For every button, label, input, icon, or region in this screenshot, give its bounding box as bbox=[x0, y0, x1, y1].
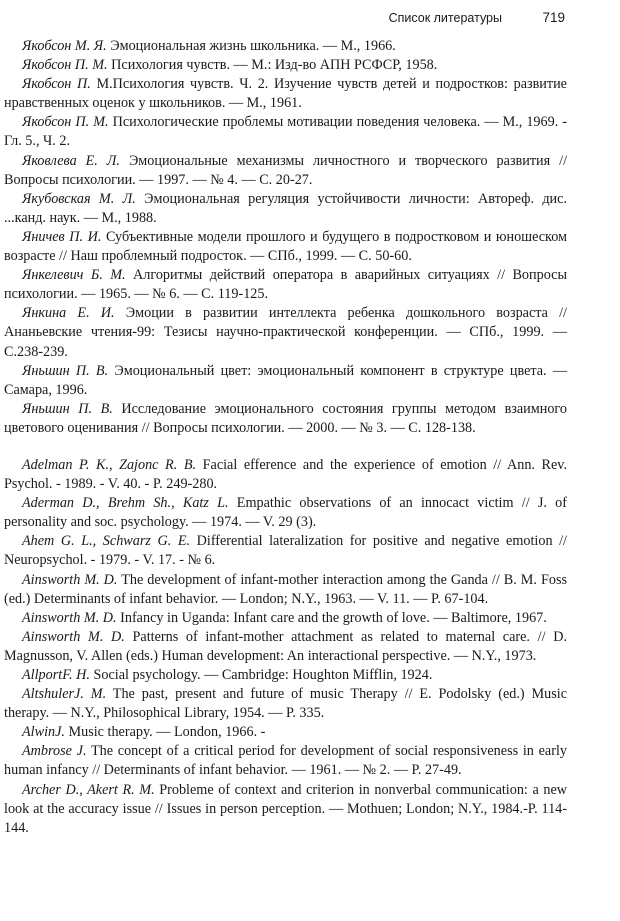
reference-entry bbox=[4, 742, 567, 780]
reference-text: Differential lateralization for positive and negative emotion // Neuropsychol. - 1979. - V. 17. - № 6. bbox=[4, 533, 567, 569]
reference-entry bbox=[4, 628, 567, 666]
reference-entry bbox=[4, 571, 567, 609]
reference-entry bbox=[4, 609, 567, 628]
reference-text: Субъективные модели прошлого и будущего в подростковом и юношеском возрасте // Наш проблемный подросток. — СПб., 1999. — С. 50-60. bbox=[4, 228, 568, 265]
reference-text: Исследование эмоционального состояния группы методом взаимного цветового оценивания // Вопросы психологии. — 2000. — № 3. — С. 128-138. bbox=[4, 400, 567, 436]
reference-author: Яньшин П. В. bbox=[22, 362, 109, 379]
reference-text: The past, present and future of music Therapy // E. Podolsky (ed.) Music therapy. — N.Y., Philosophical Library, 1954. — P. 335. bbox=[4, 686, 567, 722]
reference-author: Якобсон П. М. bbox=[22, 114, 109, 131]
reference-text: Empathic observations of an innocact victim // J. of personality and soc. psychology. — 1974. — V. 29 (3). bbox=[4, 495, 567, 531]
reference-author: Ambrose J. bbox=[22, 743, 87, 760]
reference-author: AllportF. H. bbox=[22, 667, 90, 683]
section-gap bbox=[4, 438, 567, 456]
english-references bbox=[4, 456, 567, 838]
reference-text: Психология чувств. — М.: Изд-во АПН РСФСР, 1958. bbox=[111, 57, 438, 74]
reference-entry bbox=[4, 37, 567, 56]
reference-entry bbox=[4, 666, 567, 685]
reference-author: AltshulerJ. M. bbox=[22, 686, 107, 703]
reference-text: Психологические проблемы мотивации поведения человека. — М., 1969. - Гл. 5., Ч. 2. bbox=[4, 114, 567, 150]
reference-entry bbox=[4, 190, 567, 228]
russian-references bbox=[4, 37, 567, 438]
reference-text: Эмоциональный цвет: эмоциональный компонент в структуре цвета. — Самара, 1996. bbox=[4, 362, 568, 398]
reference-author: Яничев П. И. bbox=[22, 228, 102, 245]
reference-text: Patterns of infant-mother attachment as related to maternal care. // D. Magnusson, V. Allen (eds.) Human development: An interactional perspective. — N.Y., 1973. bbox=[4, 628, 568, 664]
reference-text: The development of infant-mother interaction among the Ganda // B. M. Foss (ed.) Determinants of infant behavior. — London; N.Y., 1963. — V. 11. — P. 67-104. bbox=[4, 571, 567, 607]
reference-entry bbox=[4, 228, 567, 266]
reference-entry bbox=[4, 362, 567, 400]
reference-author: Якобсон П. М. bbox=[22, 57, 108, 74]
reference-entry bbox=[4, 113, 567, 151]
reference-author: Archer D., Akert R. M. bbox=[22, 781, 155, 798]
reference-text: Facial efference and the experience of emotion // Ann. Rev. Psychol. - 1989. - V. 40. - P. 249-280. bbox=[4, 456, 568, 493]
reference-author: Ahem G. L., Schwarz G. E. bbox=[22, 533, 191, 550]
reference-author: Aderman D., Brehm Sh., Katz L. bbox=[22, 495, 229, 512]
reference-text: Эмоциональные механизмы личностного и творческого развития // Вопросы психологии. — 1997. — № 4. — С. 20-27. bbox=[4, 152, 568, 188]
reference-entry bbox=[4, 685, 567, 723]
reference-list bbox=[4, 37, 567, 838]
running-title: Список литературы bbox=[388, 11, 502, 25]
reference-author: Якобсон М. Я. bbox=[22, 38, 107, 54]
reference-text: The concept of a critical period for development of social responsiveness in early human infancy // Determinants of infant behavior. — 1961. — № 2. — P. 27-49. bbox=[4, 743, 567, 779]
reference-author: Ainsworth M. D. bbox=[22, 571, 118, 588]
reference-entry bbox=[4, 266, 567, 304]
page-number: 719 bbox=[542, 10, 565, 25]
reference-author: Adelman P. K., Zajonc R. B. bbox=[22, 456, 197, 473]
reference-author: Якобсон П. bbox=[22, 76, 91, 93]
reference-entry bbox=[4, 75, 567, 113]
reference-entry bbox=[4, 152, 567, 190]
reference-entry bbox=[4, 56, 567, 75]
reference-text: Infancy in Uganda: Infant care and the growth of love. — Baltimore, 1967. bbox=[120, 609, 547, 626]
page-header bbox=[0, 9, 620, 31]
reference-text: Probleme of context and criterion in nonverbal communication: a new look at the accuracy issue // Issues in person perception. — Mothuen; London; N.Y., 1984.-P. 114-144. bbox=[4, 781, 568, 836]
reference-entry bbox=[4, 781, 567, 838]
reference-author: AlwinJ. bbox=[22, 724, 65, 741]
reference-entry bbox=[4, 532, 567, 570]
reference-text: Эмоции в развитии интеллекта ребенка дошкольного возраста // Ананьевские чтения-99: Тезисы научно-практической конференции. — СПб., 1999. — С.238-239. bbox=[4, 305, 567, 360]
reference-author: Яковлева Е. Л. bbox=[22, 152, 120, 169]
reference-text: Эмоциональная регуляция устойчивости личности: Автореф. дис. ...канд. наук. — М., 1988. bbox=[4, 190, 567, 226]
reference-text: Алгоритмы действий оператора в аварийных ситуациях // Вопросы психологии. — 1965. — № 6. — С. 119-125. bbox=[4, 267, 567, 303]
reference-entry bbox=[4, 304, 567, 361]
reference-entry bbox=[4, 494, 567, 532]
reference-author: Янкина Е. И. bbox=[22, 305, 115, 322]
reference-author: Якубовская М. Л. bbox=[22, 190, 136, 207]
reference-author: Янкелевич Б. М. bbox=[22, 267, 126, 284]
reference-author: Яньшин П. В. bbox=[22, 400, 113, 417]
reference-entry bbox=[4, 723, 567, 742]
reference-entry bbox=[4, 400, 567, 438]
reference-text: Music therapy. — London, 1966. - bbox=[68, 724, 266, 741]
reference-text: Эмоциональная жизнь школьника. — М., 1966. bbox=[110, 38, 396, 54]
reference-author: Ainsworth M. D. bbox=[22, 628, 125, 645]
reference-text: Social psychology. — Cambridge: Houghton Mifflin, 1924. bbox=[93, 667, 433, 683]
reference-entry bbox=[4, 456, 567, 494]
reference-text: М.Психология чувств. Ч. 2. Изучение чувств детей и подростков: развитие нравственных оценок у школьников. — М., 1961. bbox=[4, 76, 567, 112]
reference-author: Ainsworth M. D. bbox=[22, 609, 117, 626]
